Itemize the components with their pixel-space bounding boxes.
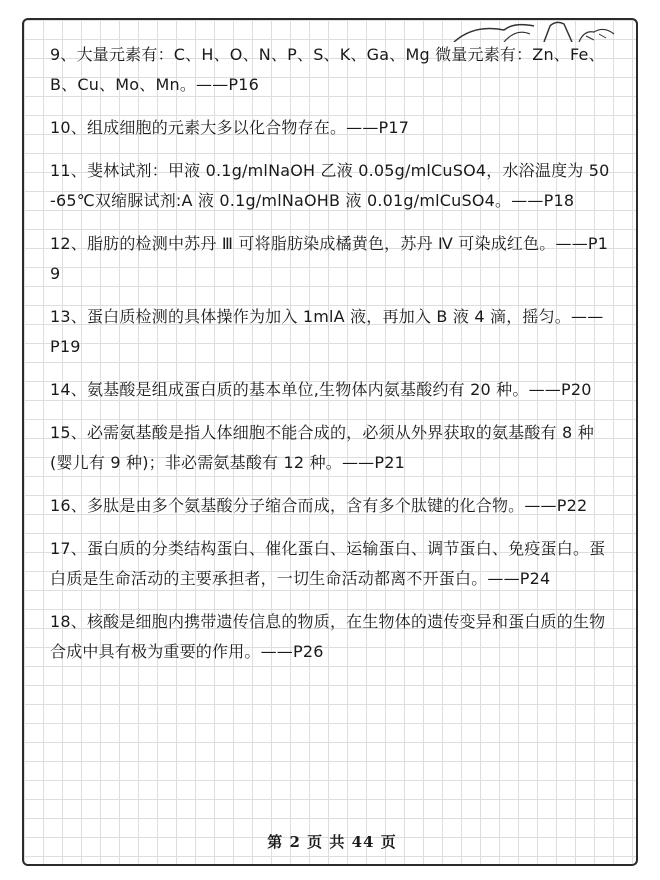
notebook-page	[22, 18, 638, 866]
note-item-9: 9、大量元素有：C、H、O、N、P、S、K、Ga、Mg 微量元素有：Zn、Fe、B、Cu、Mo、Mn。——P16	[50, 45, 605, 94]
note-item-16: 16、多肽是由多个氨基酸分子缩合而成，含有多个肽键的化合物。——P22	[50, 496, 588, 515]
cartoon-doodle-icon	[444, 20, 624, 42]
note-item-18: 18、核酸是细胞内携带遗传信息的物质，在生物体的遗传变异和蛋白质的生物合成中具有极为重要的作用。——P26	[50, 612, 606, 661]
page-number: 第 2 页 共 44 页	[267, 833, 397, 851]
note-item-17: 17、蛋白质的分类结构蛋白、催化蛋白、运输蛋白、调节蛋白、免疫蛋白。蛋白质是生命活动的主要承担者，一切生命活动都离不开蛋白。——P24	[50, 539, 606, 588]
notes-list	[50, 40, 610, 680]
note-item-14: 14、氨基酸是组成蛋白质的基本单位,生物体内氨基酸约有 20 种。——P20	[50, 380, 592, 399]
note-item-13: 13、蛋白质检测的具体操作为加入 1mlA 液，再加入 B 液 4 滴，摇匀。——P19	[50, 307, 604, 356]
note-item-10: 10、组成细胞的元素大多以化合物存在。——P17	[50, 118, 410, 137]
note-item-15: 15、必需氨基酸是指人体细胞不能合成的，必须从外界获取的氨基酸有 8 种(婴儿有 9 种)；非必需氨基酸有 12 种。——P21	[50, 423, 594, 472]
note-item-11: 11、斐林试剂：甲液 0.1g/mlNaOH 乙液 0.05g/mlCuSO4，水浴温度为 50-65℃双缩脲试剂:A 液 0.1g/mlNaOHB 液 0.01g/mlCuSO4。——P18	[50, 161, 610, 210]
note-item-12: 12、脂肪的检测中苏丹 Ⅲ 可将脂肪染成橘黄色，苏丹 Ⅳ 可染成红色。——P19	[50, 234, 609, 283]
